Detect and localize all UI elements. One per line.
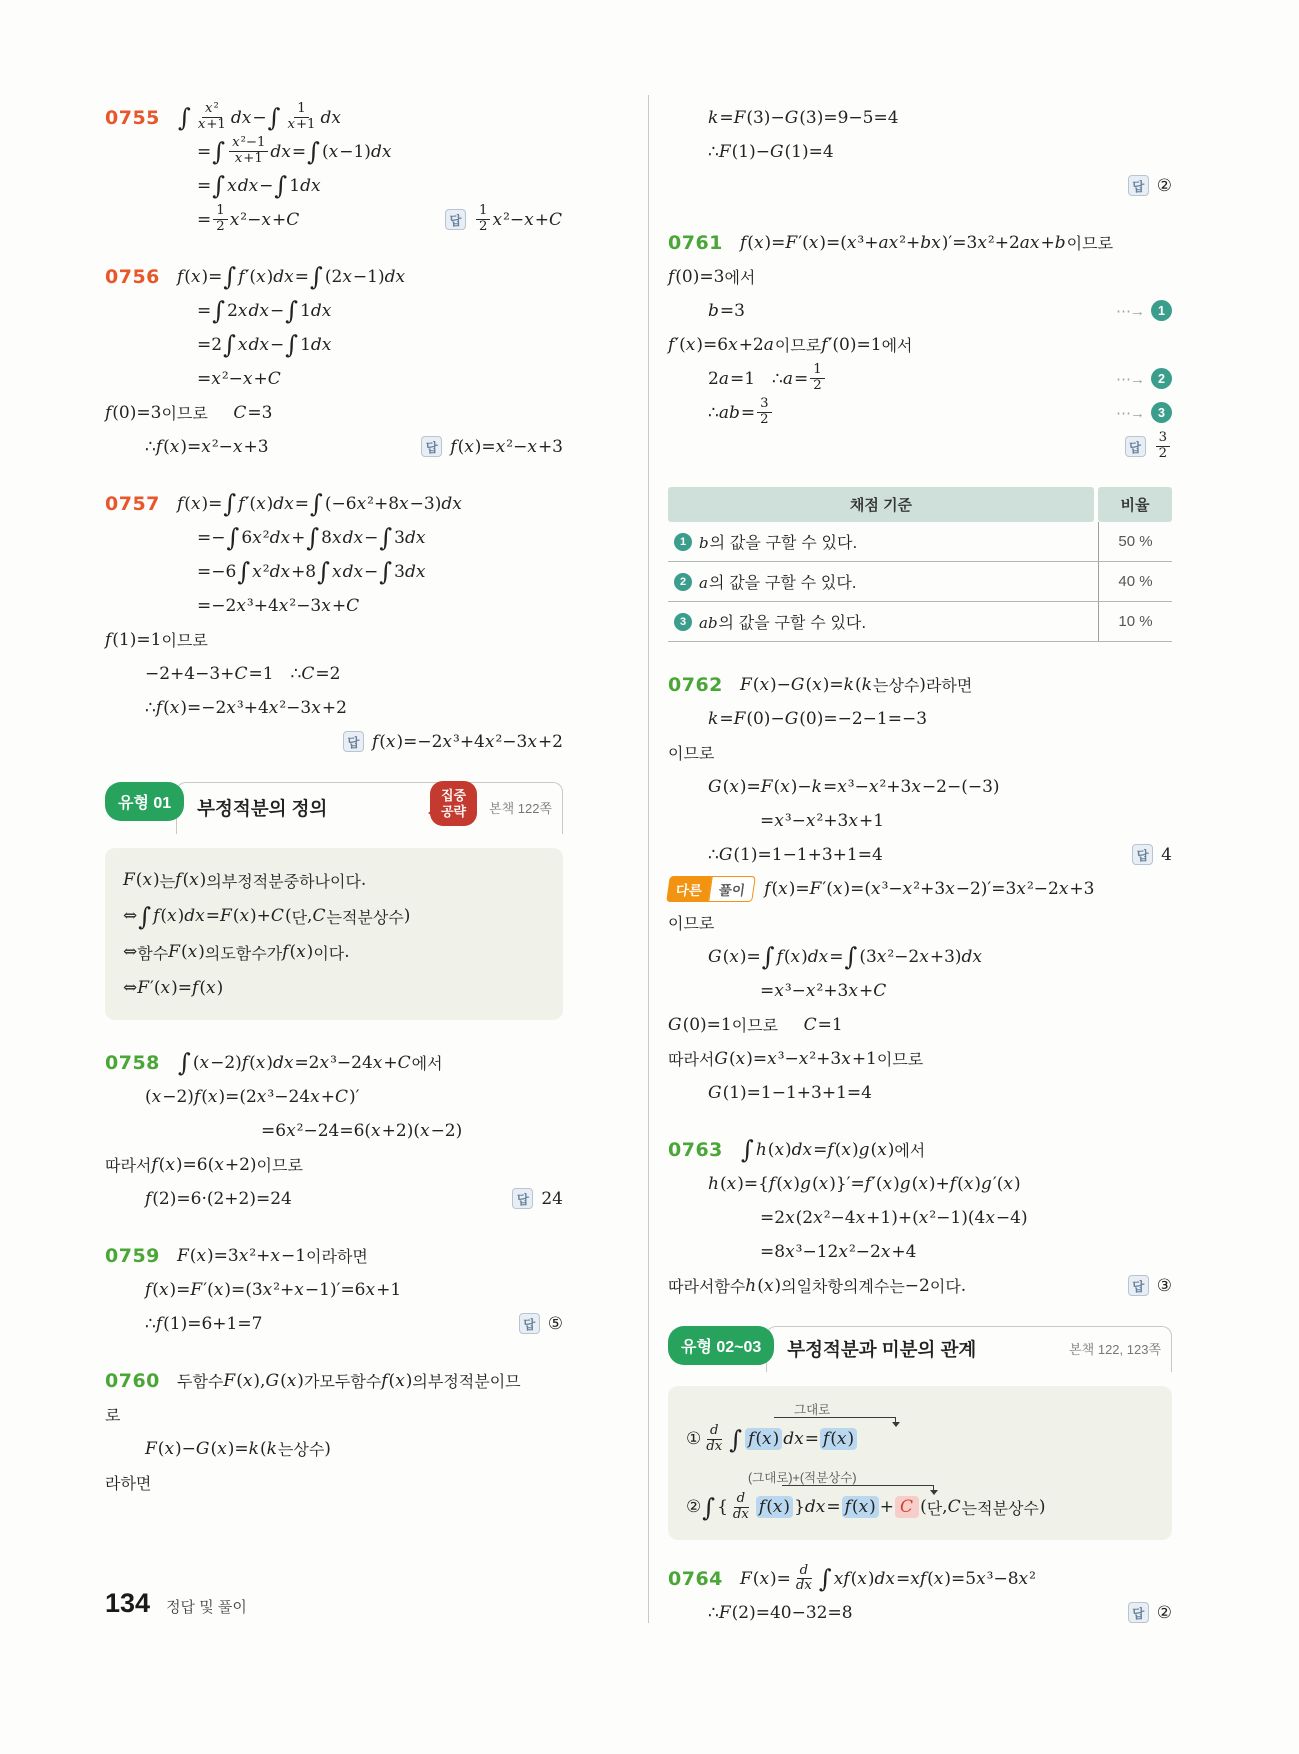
highlight-red: C <box>895 1496 919 1518</box>
integral-sign: ∫ <box>310 489 323 519</box>
integral-sign: ∫ <box>178 1048 191 1078</box>
math-expression: = ∫ 2 x dx − ∫ 1 dx <box>197 296 332 326</box>
step-marker <box>1106 402 1172 423</box>
solution-line <box>668 974 1172 1007</box>
math-expression: G ( x )= F ( x )− k = x ³− x ²+3 x −2−(−3) <box>708 776 1000 797</box>
solution-line <box>105 430 563 463</box>
grading-row <box>668 562 1172 602</box>
alt-solution-badge <box>668 876 754 902</box>
solution-line <box>668 1008 1172 1041</box>
solution-line <box>105 1148 563 1181</box>
integral-sign: ∫ <box>741 1135 754 1165</box>
solution-line <box>105 725 563 758</box>
math-expression: f ( x )= F ′( x )=( x ³− x ²+3 x −2)′=3 x ²−2 x +3 <box>764 878 1095 899</box>
solution-line <box>668 1562 1172 1595</box>
math-expression: ∴ ab = $\frac{3}{2}$ <box>708 397 774 427</box>
solution-line <box>105 396 563 429</box>
solution-line <box>105 203 563 236</box>
ratio-value: 50 % <box>1098 522 1172 561</box>
problem-0764 <box>668 1562 1172 1629</box>
solution-line <box>105 294 563 327</box>
math-expression: 따라서 함수 h ( x ) 의 일차항의 계수는 −2 이다 . <box>668 1275 967 1296</box>
math-expression: F ( x )= $\frac{d}{dx}$ ∫ xf ( x ) dx = xf ( x )=5 x ³−8 x ² <box>740 1562 1036 1594</box>
problem-number: 0761 <box>668 231 723 254</box>
problem-0762 <box>668 668 1172 1109</box>
formula-box <box>668 1386 1172 1540</box>
math-expression: 이므로 <box>668 746 715 763</box>
integral-sign: ∫ <box>223 262 237 292</box>
problem-number: 0760 <box>105 1369 160 1392</box>
solution-line <box>105 362 563 395</box>
solution-line <box>668 135 1172 168</box>
math-expression: f (2)=6·(2+2)=24 <box>145 1188 292 1209</box>
math-expression: ∴ G (1)=1−1+3+1=4 <box>708 844 883 865</box>
ratio-value: 40 % <box>1098 562 1172 601</box>
dotted-arrow: ⋯→ <box>1116 404 1144 422</box>
problem-number: 0759 <box>105 1244 160 1267</box>
math-expression: f ′( x )=6 x +2 a 이므로 f ′(0)=1 에서 <box>668 334 913 355</box>
footer-label: 정답 및 풀이 <box>166 1599 247 1616</box>
grading-table-header <box>668 487 1172 522</box>
step-marker <box>1106 300 1172 321</box>
answer-value: 4 <box>1161 844 1172 865</box>
concept-line: F ( x ) 는 f ( x ) 의 부정적분 중 하나이다 . <box>123 870 367 891</box>
integral-sign: ∫ <box>212 296 226 326</box>
answer <box>1116 1602 1172 1623</box>
solution-line <box>668 1133 1172 1166</box>
problem-0760-continued <box>668 101 1172 202</box>
solution-line <box>668 1076 1172 1109</box>
grading-row <box>668 602 1172 642</box>
solution-line <box>105 589 563 622</box>
problem-number: 0757 <box>105 492 160 515</box>
math-expression: = $\frac{1}{2}$ x ²− x + C <box>197 203 300 234</box>
integral-sign: ∫ <box>226 523 240 553</box>
fraction: $\frac{d}{dx}$ <box>706 1423 723 1454</box>
solution-line <box>105 1273 563 1306</box>
integral-sign: ∫ <box>379 523 393 553</box>
ratio-value: 10 % <box>1098 602 1172 641</box>
answer <box>409 436 563 457</box>
solution-line <box>668 294 1172 327</box>
answer-badge: 답 <box>1128 1602 1149 1623</box>
grading-row <box>668 522 1172 562</box>
math-expression: f ( x )= ∫ f ′( x ) dx = ∫ (−6 x ²+8 x −3) dx <box>177 489 462 519</box>
solution-line <box>668 101 1172 134</box>
solution-line <box>105 1398 563 1431</box>
problem-number: 0755 <box>105 106 160 129</box>
problem-number: 0764 <box>668 1567 723 1590</box>
problem-0758 <box>105 1046 563 1215</box>
solution-line <box>668 1596 1172 1629</box>
solution-line <box>668 770 1172 803</box>
integral-sign: ∫ <box>178 103 191 133</box>
step-marker <box>1106 368 1172 389</box>
math-expression: k = F (0)− G (0)=−2−1=−3 <box>708 708 928 729</box>
alt-solution-badge-left: 다른 <box>666 876 712 902</box>
math-expression: = x ³− x ²+3 x +1 <box>760 810 885 831</box>
math-expression: f ( x )= F ′( x )=(3 x ²+ x −1)′=6 x +1 <box>145 1279 402 1300</box>
math-expression: f (0)=3 에서 <box>668 266 756 287</box>
solution-line <box>105 555 563 588</box>
integral-sign: ∫ <box>285 330 299 360</box>
solution-line <box>668 1269 1172 1302</box>
solution-line <box>668 804 1172 837</box>
ratio-header: 비율 <box>1098 487 1172 522</box>
alt-solution-badge-right: 풀이 <box>708 876 756 902</box>
solution-line <box>105 328 563 361</box>
type-title: 부정적분과 미분의 관계 <box>787 1338 977 1360</box>
solution-line <box>668 260 1172 293</box>
answer <box>507 1313 563 1334</box>
answer-value: f ( x )= x ²− x +3 <box>450 436 563 457</box>
problem-0760 <box>105 1364 563 1499</box>
integral-sign: ∫ <box>212 137 226 167</box>
solution-line <box>105 521 563 554</box>
grading-criteria: 2 a의 값을 구할 수 있다. <box>668 562 1098 601</box>
highlight-blue: f ( x ) <box>820 1428 857 1450</box>
concept-line: ⇔ ∫ f ( x ) dx = F ( x )+ C ( 단 , C 는 적분상수 ) <box>123 901 411 931</box>
answer-badge: 답 <box>1128 175 1149 196</box>
solution-line <box>105 1364 563 1397</box>
arrow-bracket <box>782 1485 934 1494</box>
solution-line <box>105 260 563 293</box>
step-number-circle: 3 <box>1151 402 1172 423</box>
concept-box <box>105 848 563 1020</box>
integral-sign: ∫ <box>702 1492 716 1522</box>
math-expression: 이므로 <box>668 916 715 933</box>
answer <box>500 1188 563 1209</box>
dotted-arrow: ⋯→ <box>1116 370 1144 388</box>
integral-sign: ∫ <box>307 137 320 167</box>
type-title-box <box>176 782 563 834</box>
solution-line <box>105 169 563 202</box>
math-expression: G ( x )= ∫ f ( x ) dx = ∫ (3 x ²−2 x +3) dx <box>708 942 983 972</box>
problem-number: 0762 <box>668 673 723 696</box>
solution-line <box>668 940 1172 973</box>
math-expression: f ( x )= ∫ f ′( x ) dx = ∫ (2 x −1) dx <box>177 262 406 292</box>
solution-line <box>105 1046 563 1079</box>
answer <box>1116 1275 1172 1296</box>
integral-sign: ∫ <box>379 557 393 587</box>
math-expression: ∴ F (2)=40−32=8 <box>708 1602 853 1623</box>
math-expression: 두 함수 F ( x ), G ( x ) 가 모두 함수 f ( x ) 의 부정적분이므 <box>177 1370 521 1391</box>
problem-0761 <box>668 226 1172 463</box>
solution-line <box>668 1042 1172 1075</box>
formula-row <box>686 1466 1154 1522</box>
solution-line <box>668 872 1172 905</box>
fraction: x ² x +1 <box>197 101 226 132</box>
math-expression: ∫ ( x −2) f ( x ) dx =2 x ³−24 x + C 에서 <box>178 1048 443 1078</box>
answer-value: $\frac{1}{2}$ x ²− x + C <box>474 204 563 234</box>
fraction: $\frac{3}{2}$ <box>1156 431 1170 461</box>
answer-value: ② <box>1156 175 1172 196</box>
problem-0755 <box>105 101 563 236</box>
math-expression: ∴ f ( x )= x ²− x +3 <box>145 436 269 457</box>
fraction: $\frac{1}{2}$ <box>810 363 824 393</box>
answer <box>433 204 563 234</box>
answer-badge: 답 <box>1132 844 1153 865</box>
math-expression: b =3 <box>708 300 745 321</box>
step-number-circle: 2 <box>1151 368 1172 389</box>
type-header <box>668 1326 1172 1372</box>
book-ref: 본책 122쪽 <box>489 801 552 816</box>
problem-0759 <box>105 1239 563 1340</box>
grading-table <box>668 487 1172 642</box>
grading-criteria: 1 b의 값을 구할 수 있다. <box>668 522 1098 561</box>
solution-line <box>668 328 1172 361</box>
fraction: 1 x +1 <box>287 101 316 132</box>
right-column <box>668 100 1172 1653</box>
problem-0757 <box>105 487 563 758</box>
math-expression: 따라서 G ( x )= x ³− x ²+3 x +1 이므로 <box>668 1048 924 1069</box>
integral-sign: ∫ <box>212 171 226 201</box>
type-title-box <box>766 1326 1172 1372</box>
answer-value: ② <box>1156 1602 1172 1623</box>
solution-line <box>105 101 563 134</box>
integral-sign: ∫ <box>285 296 299 326</box>
answer-badge: 답 <box>1128 1275 1149 1296</box>
math-expression: G (0)=1 이므로 C =1 <box>668 1014 843 1035</box>
type-badge: 유형 01 <box>105 782 184 821</box>
answer-value: ⑤ <box>547 1313 563 1334</box>
answer <box>1120 844 1172 865</box>
answer-value: ③ <box>1156 1275 1172 1296</box>
integral-sign: ∫ <box>223 330 236 360</box>
book-ref: 본책 122, 123쪽 <box>1069 1342 1161 1357</box>
solution-line <box>668 226 1172 259</box>
math-expression: ( x −2) f ( x )=(2 x ³−24 x + C )′ <box>145 1086 360 1107</box>
formula-line: ② ∫ { $\frac{d}{dx}$ f ( x ) } dx = f ( x ) + C ( 단 , C 는 적분상수 ) <box>686 1491 1046 1522</box>
integral-sign: ∫ <box>310 262 323 292</box>
fraction: $\frac{1}{2}$ <box>476 204 490 234</box>
problem-0756 <box>105 260 563 463</box>
integral-sign: ∫ <box>317 557 330 587</box>
math-expression: =2 x (2 x ²−4 x +1)+( x ²−1)(4 x −4) <box>760 1207 1028 1228</box>
integral-sign: ∫ <box>223 489 237 519</box>
solution-line <box>105 1239 563 1272</box>
solution-line <box>668 1201 1172 1234</box>
step-number-circle: 1 <box>674 533 692 551</box>
math-expression: 로 <box>105 1408 121 1425</box>
integral-sign: ∫ <box>274 171 288 201</box>
math-expression: = ∫ x dx − ∫ 1 dx <box>197 171 321 201</box>
math-expression: =2 ∫ x dx − ∫ 1 dx <box>197 330 332 360</box>
step-number-circle: 2 <box>674 573 692 591</box>
solution-line <box>668 169 1172 202</box>
page-footer <box>105 1588 247 1619</box>
integral-sign: ∫ <box>306 523 320 553</box>
answer <box>1116 175 1172 196</box>
math-expression: = ∫ x ²−1 x +1 dx = ∫ ( x −1) dx <box>197 135 392 167</box>
solution-line <box>668 362 1172 395</box>
math-expression: ∴ F (1)− G (1)=4 <box>708 141 834 162</box>
math-expression: = x ³− x ²+3 x + C <box>760 980 887 1001</box>
solution-line <box>668 668 1172 701</box>
answer-value <box>1154 431 1172 461</box>
math-expression: h ( x )={ f ( x ) g ( x )}′= f ′( x ) g ( x )+ f ( x ) g ′( x ) <box>708 1173 1021 1194</box>
math-expression: f ( x )= F ′( x )=( x ³+ ax ²+ bx )′=3 x ²+2 ax + b 이므로 <box>740 232 1114 253</box>
step-number-circle: 1 <box>1151 300 1172 321</box>
concept-line: ⇔ 함수 F ( x ) 의 도함수가 f ( x ) 이다 . <box>123 942 350 963</box>
solution-line <box>105 1307 563 1340</box>
math-expression: G (1)=1−1+3+1=4 <box>708 1082 872 1103</box>
answer-badge: 답 <box>512 1188 533 1209</box>
focus-bubble: 집중 공략 <box>430 781 477 826</box>
math-expression: F ( x )− G ( x )= k ( k 는 상수 ) <box>145 1438 331 1459</box>
math-expression: F ( x )− G ( x )= k ( k 는 상수 ) 라 하면 <box>740 674 973 695</box>
math-expression: f (0)=3 이므로 C =3 <box>105 402 273 423</box>
solution-line <box>105 691 563 724</box>
fraction: x ²−1 x +1 <box>229 136 268 166</box>
solution-line <box>105 1114 563 1147</box>
solution-line <box>105 1466 563 1499</box>
math-expression: f (1)=1 이므로 <box>105 629 208 650</box>
math-expression: F ( x )=3 x ²+ x −1 이라 하면 <box>177 1245 368 1266</box>
solution-line <box>668 430 1172 463</box>
solution-line <box>668 838 1172 871</box>
integral-sign: ∫ <box>729 1424 743 1454</box>
solution-line <box>105 135 563 168</box>
solution-line <box>668 1167 1172 1200</box>
math-expression: =− ∫ 6 x ² dx + ∫ 8 x dx − ∫ 3 dx <box>197 523 426 553</box>
math-expression: =−6 ∫ x ² dx +8 ∫ x dx − ∫ 3 dx <box>197 557 426 587</box>
solution-line <box>668 906 1172 939</box>
integral-sign: ∫ <box>761 942 775 972</box>
page-number: 134 <box>105 1588 151 1618</box>
left-column <box>105 100 563 1523</box>
problem-number: 0756 <box>105 265 160 288</box>
math-expression: ∴ f (1)=6+1=7 <box>145 1313 263 1334</box>
math-expression: =−2 x ³+4 x ²−3 x + C <box>197 595 360 616</box>
solution-line <box>668 702 1172 735</box>
answer-badge: 답 <box>1125 436 1146 457</box>
math-expression: 따라서 f ( x )=6( x +2) 이므로 <box>105 1154 303 1175</box>
math-expression: ∫ x ² x +1 dx − ∫ 1 x +1 dx <box>178 101 341 133</box>
answer-badge: 답 <box>343 731 364 752</box>
concept-line: ⇔ F ′( x )= f ( x ) <box>123 978 224 998</box>
dotted-arrow: ⋯→ <box>1116 302 1144 320</box>
solution-line <box>105 1432 563 1465</box>
integral-sign: ∫ <box>237 557 251 587</box>
problem-number: 0758 <box>105 1051 160 1074</box>
formula-line: ① $\frac{d}{dx}$ ∫ f ( x ) dx = f ( x ) <box>686 1424 858 1454</box>
solution-line <box>105 487 563 520</box>
highlight-blue: f ( x ) <box>842 1496 879 1518</box>
column-divider <box>648 95 649 1623</box>
answer-value: 24 <box>541 1188 563 1209</box>
math-expression: 라 하면 <box>105 1476 152 1493</box>
grading-criteria: 3 ab의 값을 구할 수 있다. <box>668 602 1098 641</box>
solution-line <box>105 623 563 656</box>
solution-line <box>668 396 1172 429</box>
highlight-blue: f ( x ) <box>756 1496 793 1518</box>
answer <box>1113 431 1172 461</box>
math-expression: ∫ h ( x ) dx = f ( x ) g ( x ) 에서 <box>741 1135 926 1165</box>
answer-badge: 답 <box>519 1313 540 1334</box>
problem-0763 <box>668 1133 1172 1302</box>
solution-line <box>668 736 1172 769</box>
solution-line <box>105 657 563 690</box>
math-expression: k = F (3)− G (3)=9−5=4 <box>708 107 899 128</box>
math-expression: 2 a =1 ∴ a = $\frac{1}{2}$ <box>708 363 827 393</box>
highlight-blue: f ( x ) <box>745 1428 782 1450</box>
answer-value: f ( x )=−2 x ³+4 x ²−3 x +2 <box>371 731 563 752</box>
answer-badge: 답 <box>421 436 442 457</box>
arrow-label: (그대로)+(적분상수) <box>748 1471 857 1486</box>
math-expression: = x ²− x + C <box>197 368 281 389</box>
answer-badge: 답 <box>445 209 466 230</box>
math-expression: =6 x ²−24=6( x +2)( x −2) <box>261 1120 463 1141</box>
math-expression: −2+4−3+ C =1 ∴ C =2 <box>145 663 341 684</box>
step-number-circle: 3 <box>674 613 692 631</box>
solution-line <box>668 1235 1172 1268</box>
formula-row <box>686 1398 1154 1454</box>
type-badge: 유형 02~03 <box>668 1326 774 1365</box>
arrow-bracket <box>774 1417 896 1426</box>
solution-line <box>105 1080 563 1113</box>
integral-sign: ∫ <box>138 901 152 931</box>
math-expression: ∴ f ( x )=−2 x ³+4 x ²−3 x +2 <box>145 697 347 718</box>
type-header <box>105 782 563 834</box>
integral-sign: ∫ <box>818 1564 832 1594</box>
fraction: $\frac{d}{dx}$ <box>732 1491 749 1522</box>
integral-sign: ∫ <box>267 103 281 133</box>
fraction: $\frac{1}{2}$ <box>213 204 227 234</box>
fraction: $\frac{3}{2}$ <box>757 397 771 427</box>
integral-sign: ∫ <box>844 942 858 972</box>
type-title: 부정적분의 정의 <box>197 797 328 819</box>
math-expression: =8 x ³−12 x ²−2 x +4 <box>760 1241 917 1262</box>
answer <box>331 731 563 752</box>
problem-number: 0763 <box>668 1138 723 1161</box>
solution-line <box>105 1182 563 1215</box>
fraction: $\frac{d}{dx}$ <box>795 1562 812 1594</box>
grading-criteria-header: 채점 기준 <box>668 487 1094 522</box>
arrow-label: 그대로 <box>794 1403 831 1417</box>
